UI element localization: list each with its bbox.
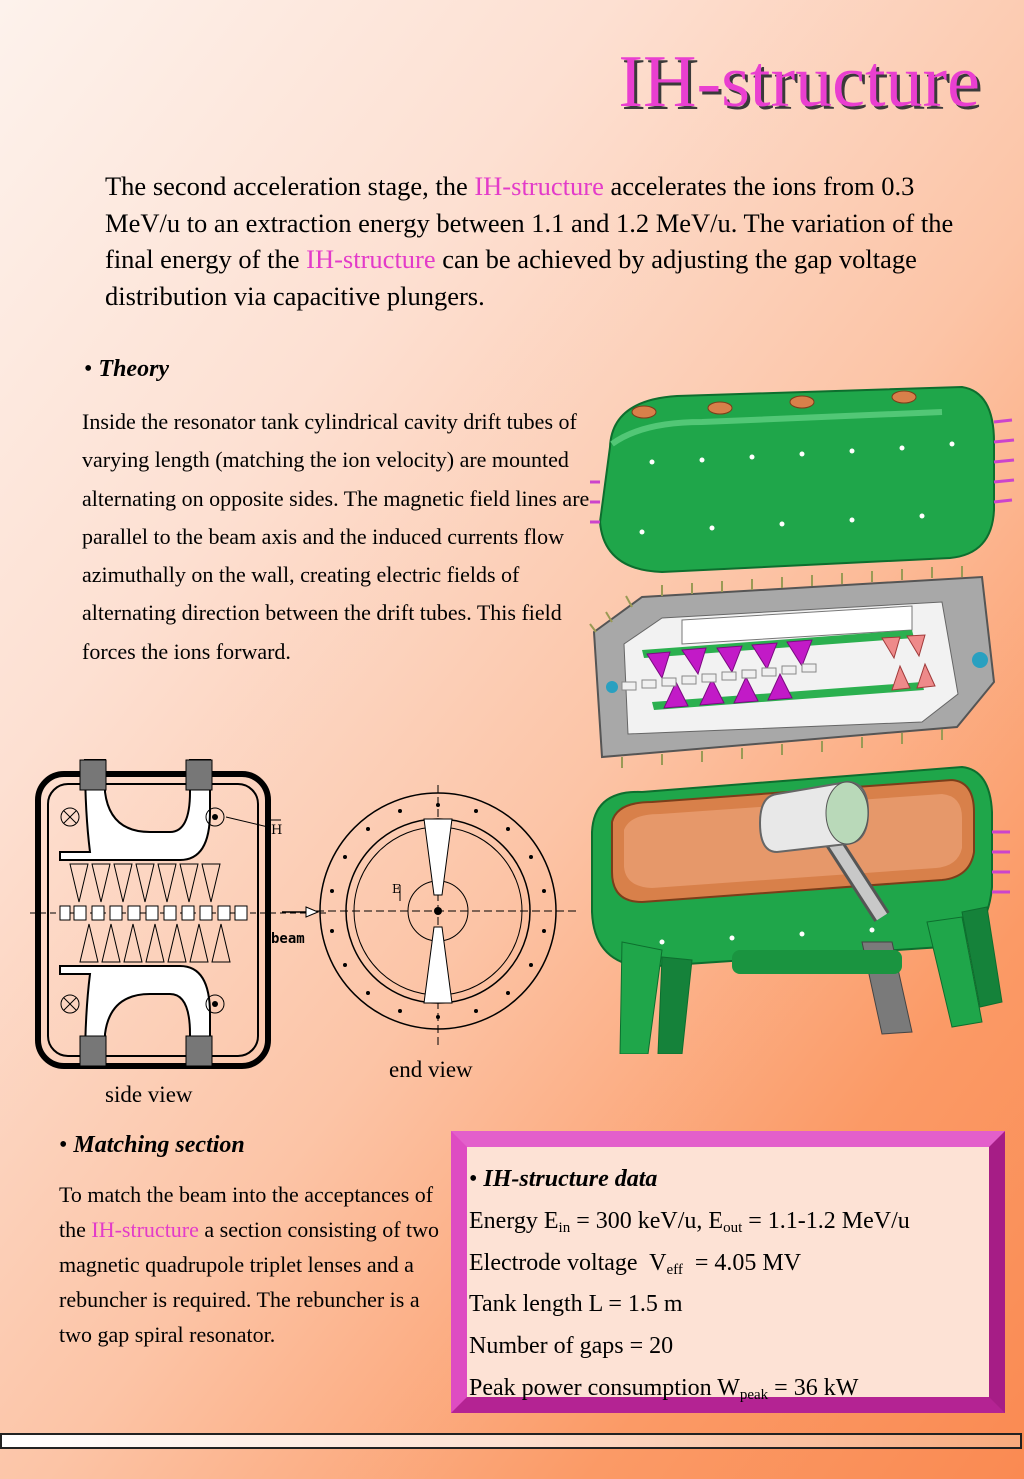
voltage-sub: eff xyxy=(666,1261,683,1278)
matching-text-2: a section consisting of two magnetic quadrupole triplet lenses and a rebuncher is required. The rebuncher is a two gap spiral resonator. xyxy=(59,1217,440,1347)
theory-heading-text: Theory xyxy=(98,356,170,382)
e-field-label: E xyxy=(392,882,401,896)
tank-length-row: Tank length L = 1.5 m xyxy=(469,1291,683,1318)
tank-body xyxy=(592,767,1010,1054)
voltage-suffix: = 4.05 MV xyxy=(682,1249,802,1276)
energy-row xyxy=(469,1201,910,1243)
data-box-heading-text: IH-structure data xyxy=(483,1166,658,1192)
energy-prefix: Energy E xyxy=(469,1207,559,1234)
energy-sub-out: out xyxy=(723,1219,743,1236)
end-view-caption: end view xyxy=(389,1057,473,1082)
theory-heading xyxy=(84,356,169,383)
intro-text-2: accelerates the ions from 0.3 MeV/u to an extraction energy between 1.1 and 1.2 MeV/u. The variation of the final energy of the xyxy=(105,171,954,274)
data-box-heading xyxy=(469,1159,910,1201)
beam-label: beam xyxy=(271,931,305,947)
energy-mid: = 300 keV/u, E xyxy=(570,1207,724,1234)
side-view-diagram xyxy=(30,752,330,1074)
tank-lid xyxy=(590,387,1014,572)
h-field-label: H xyxy=(271,823,283,838)
matching-heading xyxy=(59,1132,245,1159)
matching-paragraph xyxy=(59,1177,444,1352)
intro-highlight-1: IH-structure xyxy=(474,171,604,201)
ih-data-box xyxy=(451,1131,1005,1413)
theory-bullet: • xyxy=(84,356,93,382)
page-title: IH-structure xyxy=(618,41,980,123)
theory-paragraph: Inside the resonator tank cylindrical cavity drift tubes of varying length (matching the ion velocity) are mounted alternating on opposite sides. The magnetic field lines are parallel to the beam axis and the induced currents flow azimuthally on the wall, creating electric fields of alternating direction between the drift tubes. This field forces the ions forward. xyxy=(82,409,590,664)
drift-tube-frame xyxy=(590,566,994,768)
voltage-row xyxy=(469,1243,910,1285)
intro-highlight-2: IH-structure xyxy=(306,244,436,274)
power-sub: peak xyxy=(739,1386,769,1403)
gaps-row: Number of gaps = 20 xyxy=(469,1333,674,1360)
end-view-diagram xyxy=(316,785,578,1045)
intro-paragraph xyxy=(105,168,985,314)
matching-bullet: • xyxy=(59,1132,68,1158)
power-prefix: Peak power consumption W xyxy=(469,1374,740,1401)
intro-text-1: The second acceleration stage, the xyxy=(105,171,475,201)
intro-text-3: can be achieved by adjusting the gap voltage distribution via capacitive plungers. xyxy=(105,244,917,311)
ih-tank-illustration xyxy=(582,382,1024,1054)
data-box-bullet: • xyxy=(469,1166,478,1192)
energy-sub-in: in xyxy=(558,1219,571,1236)
power-row xyxy=(469,1368,910,1410)
voltage-prefix: Electrode voltage V xyxy=(469,1249,667,1276)
energy-suffix: = 1.1-1.2 MeV/u xyxy=(742,1207,910,1234)
matching-text-1: To match the beam into the acceptances of the xyxy=(59,1182,434,1242)
matching-heading-text: Matching section xyxy=(73,1132,245,1158)
matching-highlight: IH-structure xyxy=(91,1217,199,1242)
power-suffix: = 36 kW xyxy=(768,1374,859,1401)
side-view-caption: side view xyxy=(105,1082,193,1107)
footer-bar xyxy=(0,1433,1022,1449)
